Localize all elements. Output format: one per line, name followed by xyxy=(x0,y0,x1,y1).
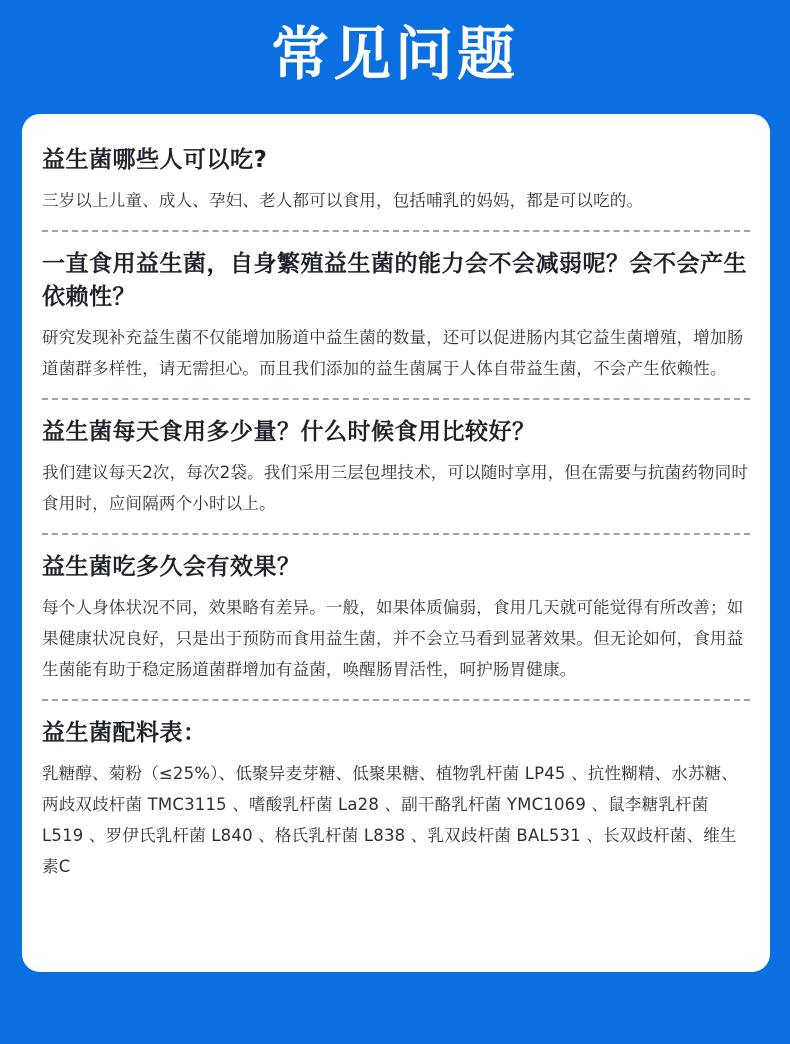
faq-item xyxy=(42,416,750,535)
faq-question: 益生菌吃多久会有效果？ xyxy=(42,554,301,580)
faq-question: 益生菌配料表： xyxy=(42,720,207,746)
faq-item xyxy=(42,248,750,400)
faq-answer: 三岁以上儿童、成人、孕妇、老人都可以食用，包括哺乳的妈妈，都是可以吃的。 xyxy=(42,191,644,210)
faq-answer: 研究发现补充益生菌不仅能增加肠道中益生菌的数量，还可以促进肠内其它益生菌增殖，增加肠道菌群多样性，请无需担心。而且我们添加的益生菌属于人体自带益生菌，不会产生依赖性。 xyxy=(42,328,744,378)
faq-question: 益生菌每天食用多少量？什么时候食用比较好？ xyxy=(42,419,536,445)
faq-item xyxy=(42,144,750,232)
faq-question: 益生菌哪些人可以吃? xyxy=(42,147,268,173)
page-title: 常见问题 xyxy=(270,20,519,88)
faq-question: 一直食用益生菌，自身繁殖益生菌的能力会不会减弱呢？会不会产生依赖性？ xyxy=(42,251,747,310)
faq-card xyxy=(22,114,770,972)
faq-item xyxy=(42,551,750,701)
faq-item xyxy=(42,717,750,896)
faq-answer: 乳糖醇、菊粉（≤25%）、低聚异麦芽糖、低聚果糖、植物乳杆菌 LP45 、抗性糊精、水苏糖、两歧双歧杆菌 TMC3115 、嗜酸乳杆菌 La28 、副干酪乳杆菌 YMC1069 、鼠李糖乳杆菌 L519 、罗伊氏乳杆菌 L840 、格氏乳杆菌 L838 、乳双歧杆菌 BAL531 、长双歧杆菌、维生素C xyxy=(42,764,739,876)
faq-answer: 每个人身体状况不同，效果略有差异。一般，如果体质偏弱，食用几天就可能觉得有所改善；如果健康状况良好，只是出于预防而食用益生菌，并不会立马看到显著效果。但无论如何，食用益生菌能有助于稳定肠道菌群增加有益菌，唤醒肠胃活性，呵护肠胃健康。 xyxy=(42,598,744,679)
faq-answer: 我们建议每天2次，每次2袋。我们采用三层包埋技术，可以随时享用，但在需要与抗菌药物同时食用时，应间隔两个小时以上。 xyxy=(42,463,749,513)
